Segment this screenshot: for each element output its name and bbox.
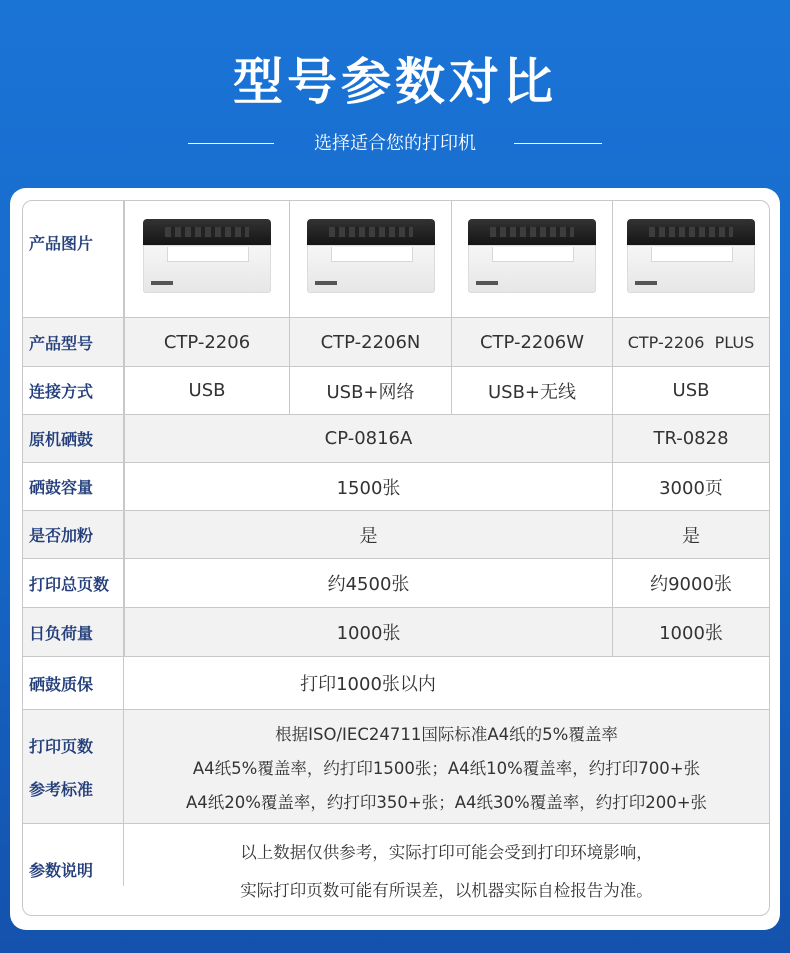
row-label-daily: 日负荷量	[23, 608, 124, 656]
standard-line: 根据ISO/IEC24711国际标准A4纸的5%覆盖率	[275, 724, 618, 744]
connect-cell: USB	[612, 367, 769, 414]
table-row-notes	[23, 824, 769, 915]
row-label-toner: 是否加粉	[23, 511, 124, 558]
model-cell: CTP-2206	[124, 318, 289, 366]
table-row-warranty	[23, 657, 769, 710]
table-row-daily	[23, 608, 769, 657]
notes-cell	[124, 824, 769, 915]
row-label-model: 产品型号	[23, 318, 124, 366]
total-cell-plus: 约9000张	[612, 559, 769, 607]
product-image-cell	[124, 201, 289, 317]
table-row-standard	[23, 710, 769, 824]
capacity-cell-standard: 1500张	[124, 463, 612, 510]
product-image-cell	[451, 201, 612, 317]
drum-cell-standard: CP-0816A	[124, 415, 612, 462]
subtitle: 选择适合您的打印机	[314, 133, 476, 154]
table-row-total	[23, 559, 769, 608]
page-title: 型号参数对比	[233, 53, 557, 111]
notes-line: 实际打印页数可能有所误差，以机器实际自检报告为准。	[240, 880, 653, 900]
table-row-image	[23, 201, 769, 318]
row-label-connect: 连接方式	[23, 367, 124, 414]
standard-cell	[124, 710, 769, 823]
subtitle-divider-right	[514, 143, 602, 144]
row-label-capacity: 硒鼓容量	[23, 463, 124, 510]
connect-cell: USB+网络	[289, 367, 451, 414]
capacity-cell-plus: 3000页	[612, 463, 769, 510]
comparison-table	[22, 200, 770, 916]
printer-image	[621, 215, 761, 297]
toner-cell-plus: 是	[612, 511, 769, 558]
table-row-model	[23, 318, 769, 367]
row-label-warranty: 硒鼓质保	[23, 657, 124, 709]
standard-line: A4纸5%覆盖率，约打印1500张；A4纸10%覆盖率，约打印700+张	[192, 758, 701, 778]
connect-cell: USB+无线	[451, 367, 612, 414]
row-label-standard-line1: 打印页数	[29, 736, 94, 756]
daily-cell-plus: 1000张	[612, 608, 769, 656]
row-label-image: 产品图片	[23, 201, 124, 317]
row-label-drum: 原机硒鼓	[23, 415, 124, 462]
total-cell-standard: 约4500张	[124, 559, 612, 607]
row-label-total: 打印总页数	[23, 559, 124, 607]
model-cell: CTP-2206W	[451, 318, 612, 366]
product-image-cell	[612, 201, 769, 317]
drum-cell-plus: TR-0828	[612, 415, 769, 462]
standard-line: A4纸20%覆盖率，约打印350+张；A4纸30%覆盖率，约打印200+张	[185, 792, 708, 812]
subtitle-row	[0, 130, 790, 158]
notes-line: 以上数据仅供参考，实际打印可能会受到打印环境影响，	[240, 842, 653, 862]
model-cell: CTP-2206N	[289, 318, 451, 366]
printer-image	[137, 215, 277, 297]
model-cell: CTP-2206 PLUS	[612, 318, 769, 366]
table-row-toner	[23, 511, 769, 559]
printer-image	[301, 215, 441, 297]
row-label-standard-line2: 参考标准	[29, 779, 94, 799]
toner-cell-standard: 是	[124, 511, 612, 558]
row-label-standard	[23, 710, 124, 823]
warranty-cell: 打印1000张以内	[300, 674, 436, 695]
table-row-drum	[23, 415, 769, 463]
row-label-notes: 参数说明	[29, 861, 94, 880]
daily-cell-standard: 1000张	[124, 608, 612, 656]
printer-image	[462, 215, 602, 297]
table-row-connect	[23, 367, 769, 415]
product-image-cell	[289, 201, 451, 317]
connect-cell: USB	[124, 367, 289, 414]
table-row-capacity	[23, 463, 769, 511]
